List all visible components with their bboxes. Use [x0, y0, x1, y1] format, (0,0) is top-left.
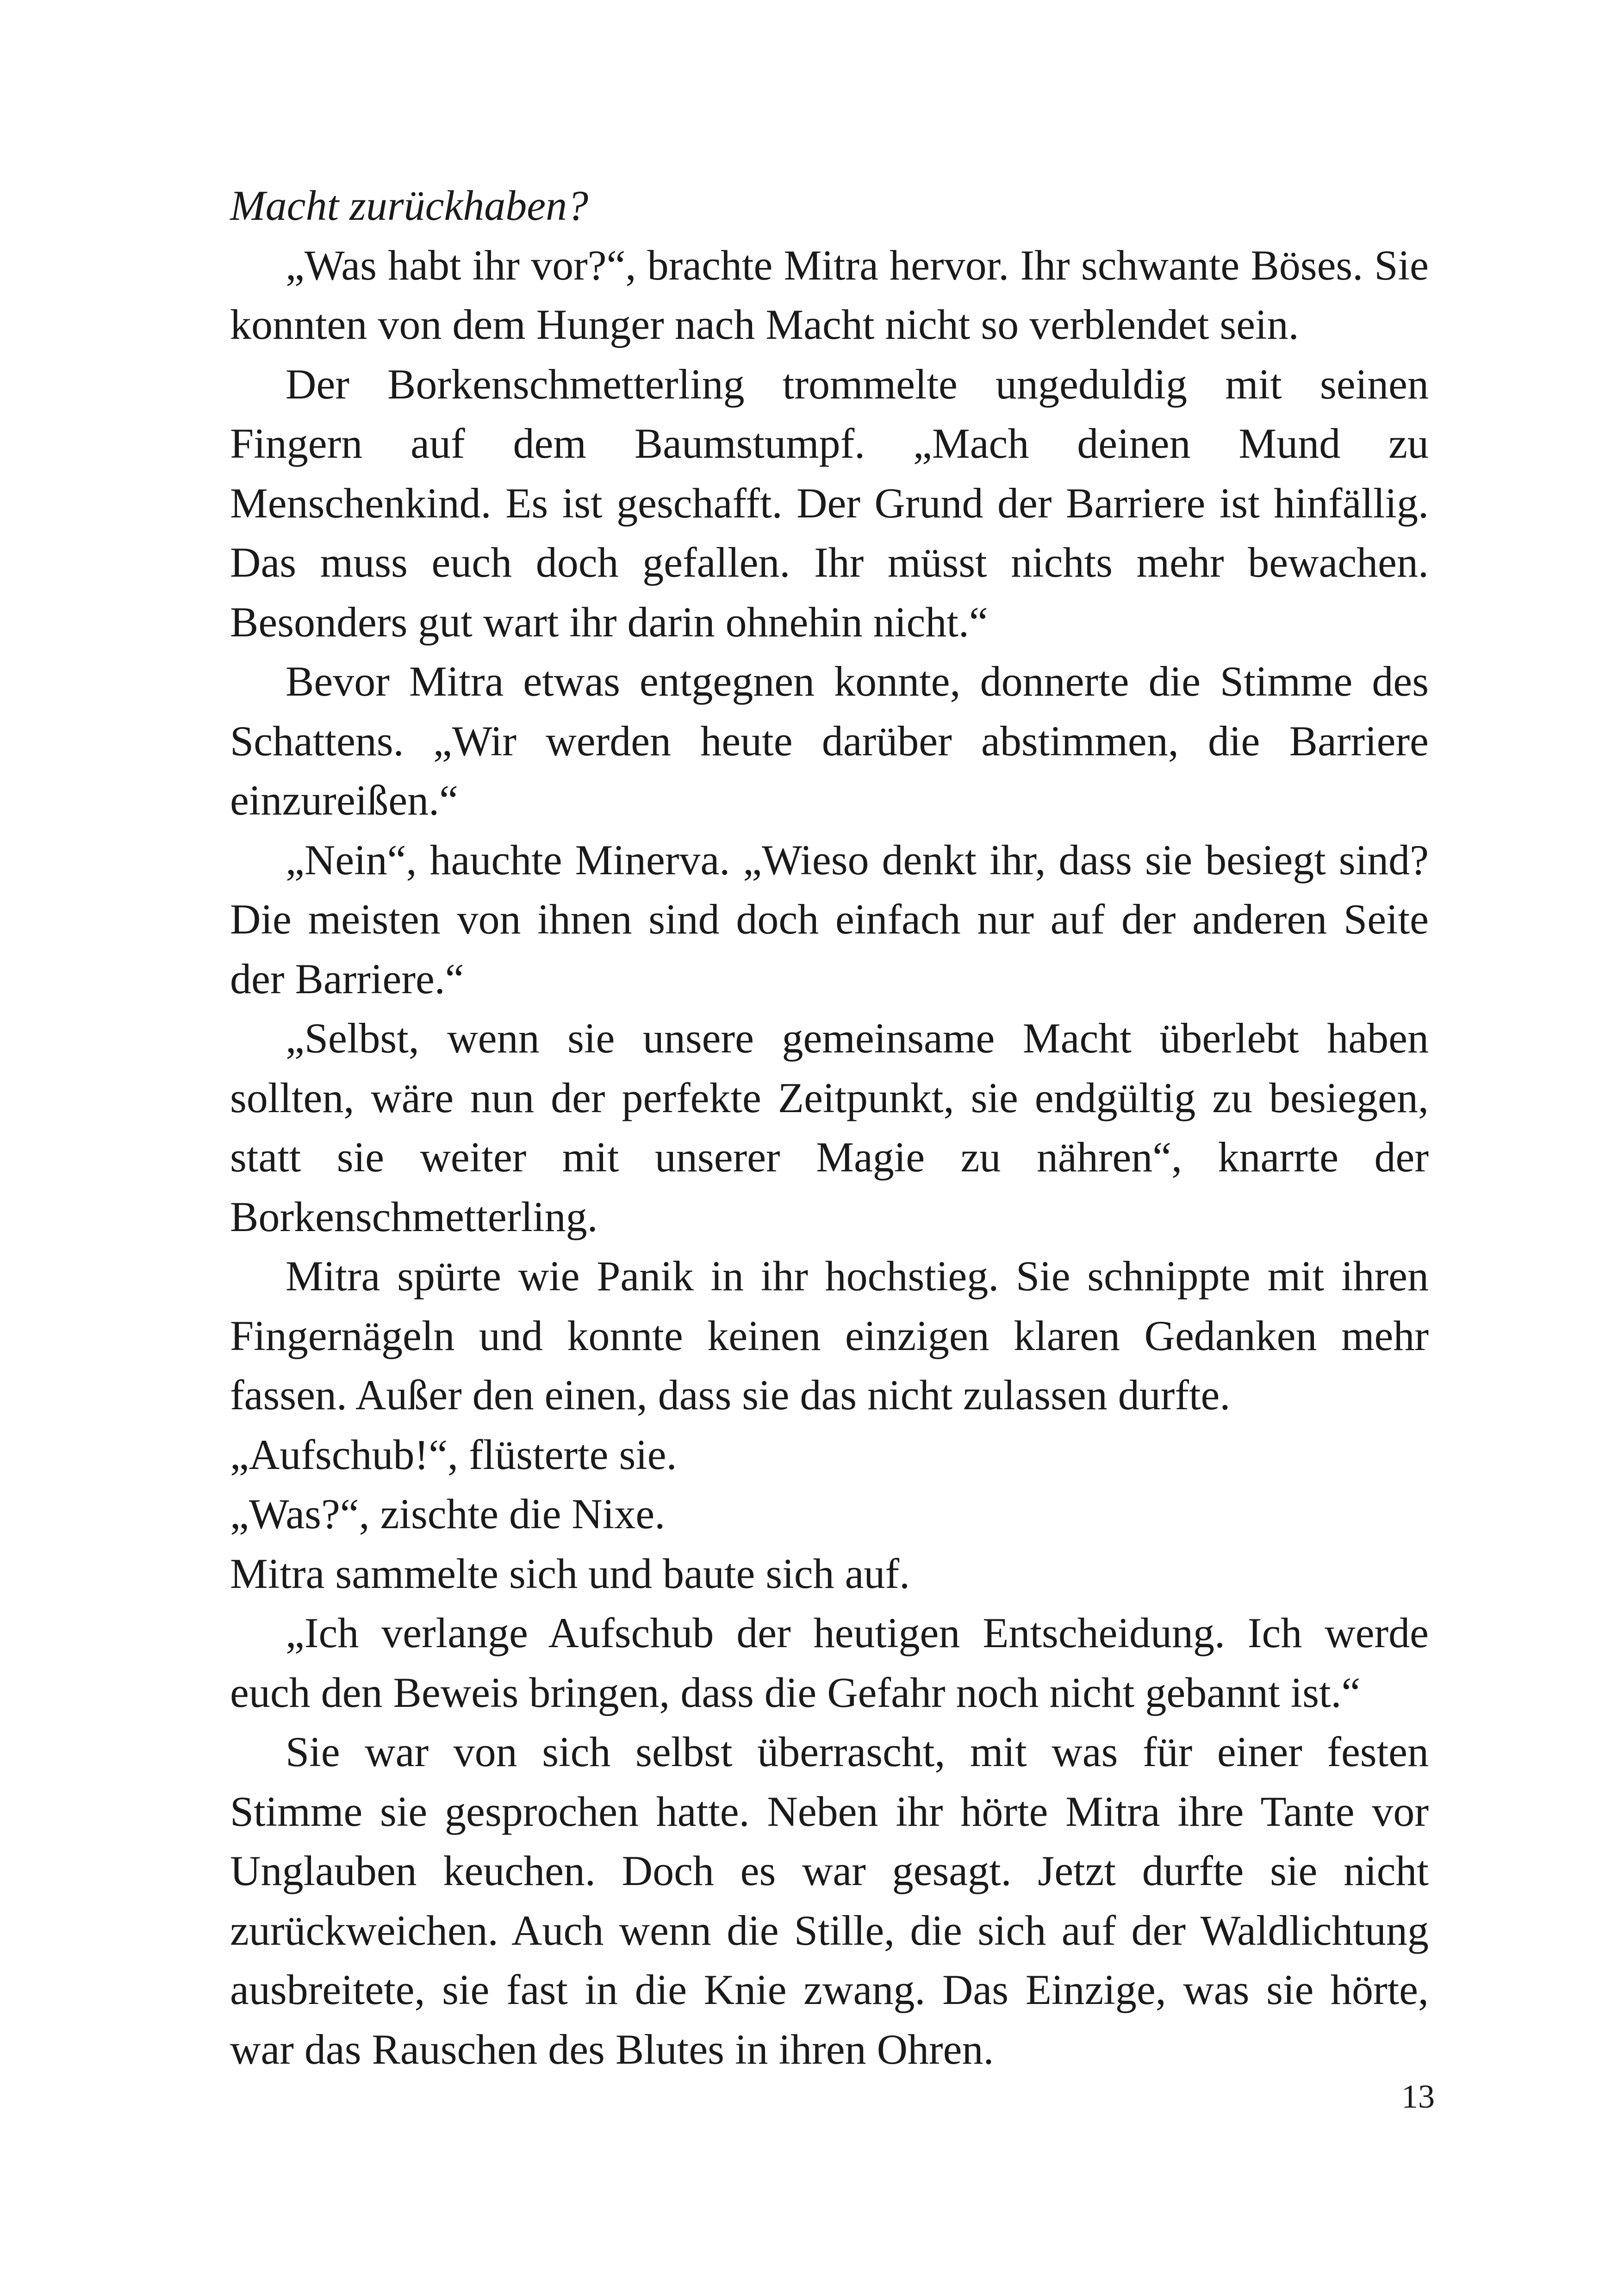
body-text	[230, 176, 1429, 2079]
paragraph: „Nein“, hauchte Minerva. „Wieso denkt ihr, dass sie besiegt sind? Die meisten von ihnen sind doch einfach nur auf der anderen Seite der Barriere.“	[230, 836, 1429, 1002]
paragraph: Macht zurückhaben?	[230, 182, 589, 229]
paragraph: Mitra spürte wie Panik in ihr hochstieg. Sie schnippte mit ihren Fingernägeln und konnte keinen einzigen klaren Gedanken mehr fassen. Außer den einen, dass sie das nicht zulassen durfte.	[230, 1252, 1429, 1419]
paragraph: Der Borkenschmetterling trommelte ungeduldig mit seinen Fingern auf dem Baumstumpf. „Mach deinen Mund zu Menschenkind. Es ist geschafft. Der Grund der Barriere ist hinfällig. Das muss euch doch gefallen. Ihr müsst nichts mehr bewachen. Besonders gut wart ihr darin ohnehin nicht.“	[230, 360, 1429, 646]
paragraph: „Aufschub!“, flüsterte sie.	[230, 1431, 677, 1478]
page-number: 13	[1401, 2078, 1435, 2115]
paragraph: „Was?“, zischte die Nixe.	[230, 1490, 666, 1537]
paragraph: „Was habt ihr vor?“, brachte Mitra hervor. Ihr schwante Böses. Sie konnten von dem Hunger nach Macht nicht so verblendet sein.	[230, 241, 1429, 348]
paragraph: „Selbst, wenn sie unsere gemeinsame Macht überlebt haben sollten, wäre nun der perfekte Zeitpunkt, sie endgültig zu besiegen, statt sie weiter mit unserer Magie zu nähren“, knarrte der Borkenschmetterling.	[230, 1014, 1429, 1240]
paragraph: „Ich verlange Aufschub der heutigen Entscheidung. Ich werde euch den Beweis bringen, dass die Gefahr noch nicht gebannt ist.“	[230, 1609, 1429, 1716]
paragraph: Mitra sammelte sich und baute sich auf.	[230, 1549, 910, 1597]
paragraph: Bevor Mitra etwas entgegnen konnte, donnerte die Stimme des Schattens. „Wir werden heute darüber abstimmen, die Barriere einzureißen.“	[230, 658, 1429, 824]
paragraph: Sie war von sich selbst überrascht, mit was für einer festen Stimme sie gesprochen hatte. Neben ihr hörte Mitra ihre Tante vor Unglauben keuchen. Doch es war gesagt. Jetzt durfte sie nicht zurückweichen. Auch wenn die Stille, die sich auf der Waldlichtung ausbreitete, sie fast in die Knie zwang. Das Einzige, was sie hörte, war das Rauschen des Blutes in ihren Ohren.	[230, 1728, 1429, 2073]
